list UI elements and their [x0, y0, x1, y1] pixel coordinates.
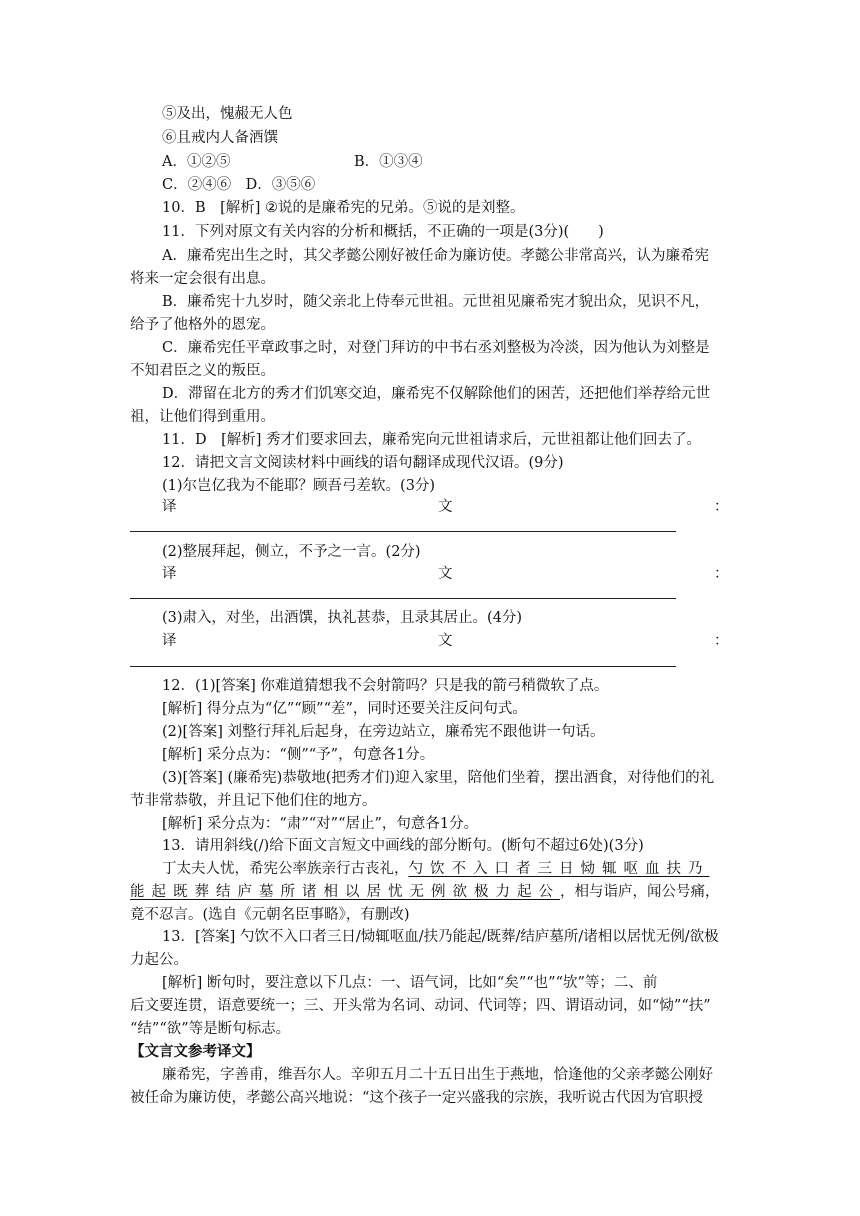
- translation-line1: 廉希宪，字善甫，维吾尔人。辛卯五月二十五日出生于燕地，恰逢他的父亲孝懿公刚好: [162, 1067, 713, 1083]
- answer-12-3-line1: (3)[答案] (廉希宪)恭敬地(把秀才们)迎入家里，陪他们坐着，摆出酒食，对待他们的礼: [162, 770, 715, 786]
- q13-passage-line3: 竟不忍言。(选自《元朝名臣事略》，有删改): [130, 907, 410, 923]
- q13-passage-line2: 能起既葬结庐墓所诸相以居忧无例欲极力起公，相与诣庐，闻公号痛，: [130, 884, 720, 900]
- q12-sentence-1: (1)尔岂亿我为不能耶？顾吾弓差软。(3分): [162, 478, 436, 494]
- q11-b-line2: 给予了他格外的恩宠。: [130, 317, 275, 333]
- q11-b-line1: B．廉希宪十九岁时，随父亲北上侍奉元世祖。元世祖见廉希宪才貌出众，见识不凡，: [162, 294, 710, 310]
- choice-cd: C．②④⑥ D．③⑤⑥: [162, 177, 316, 193]
- analysis-12-1: [解析] 得分点为“亿”“顾”“差”，同时还要关注反问句式。: [162, 701, 527, 717]
- analysis-13-line1: [解析] 断句时，要注意以下几点：一、语气词，比如“矣”“也”“欤”等；二、前: [162, 975, 658, 991]
- answer-13-line2: 力起公。: [130, 952, 188, 968]
- q11-a-line1: A．廉希宪出生之时，其父孝懿公刚好被任命为廉访使。孝懿公非常高兴，认为廉希宪: [162, 248, 709, 264]
- q11-d-line2: 祖，让他们得到重用。: [130, 409, 275, 425]
- analysis-12-2: [解析] 采分点为：“侧”“予”，句意各1分。: [162, 747, 435, 763]
- q12-sentence-2: (2)整展拜起，侧立，不予之一言。(2分): [162, 544, 421, 560]
- translation-line2: 被任命为廉访使，孝懿公高兴地说：“这个孩子一定兴盛我的宗族，我听说古代因为官职授: [130, 1090, 703, 1106]
- document-page: ⑤及出，愧赧无人色 ⑥且戒内人备酒馔 A．①②⑤ B．①③④ C．②④⑥ D．③⑤⑥ 10．B [解析] ②说的是廉希宪的兄弟。⑤说的是刘整。 11．下列对原文有关内容的分析和概括，不正确的一项是(3分)( ) A．廉希宪出生之时，其父孝懿公刚好被任命为廉访使。孝懿公非常高兴，认为廉希宪 将来一定会很有出息。 B．廉希宪十九岁时，随父亲北上侍奉元世祖。元世祖见廉希宪才貌出众，见识不凡， 给予了他格外的恩宠。 C．廉希宪任平章政事之时，对登门拜访的中书右丞刘整极为冷淡，因为他认为刘整是 不知君臣之义的叛臣。 D．滞留在北方的秀才们饥寒交迫，廉希宪不仅解除他们的困苦，还把他们举荐给元世 祖，让他们得到重用。 11．D [解析] 秀才们要求回去，廉希宪向元世祖请求后，元世祖都让他们回去了。 12．请把文言文阅读材料中画线的语句翻译成现代汉语。(9分) (1)尔岂亿我为不能耶？顾吾弓差软。(3分) 译 文 ： (2)整展拜起，侧立，不予之一言。(2分) 译 文 ： (3)肃入，对坐，出酒馔，执礼甚恭，且录其居止。(4分) 译 文 ： 12．(1)[答案] 你难道猜想我不会射箭吗？只是我的箭弓稍微软了点。 [解析] 得分点为“亿”“顾”“差”，同时还要关注反问句式。 (2)[答案] 刘整行拜礼后起身，在旁边站立，廉希宪不跟他讲一句话。 [解析] 采分点为：“侧”“予”，句意各1分。 (3)[答案] (廉希宪)恭敬地(把秀才们)迎入家里，陪他们坐着，摆出酒食，对待他们的礼 节非常恭敬，并且记下他们住的地方。 [解析] 采分点为：“肃”“对”“居止”，句意各1分。 13．请用斜线(/)给下面文言短文中画线的部分断句。(断句不超过6处)(3分) 丁太夫人忧，希宪公率族亲行古丧礼，勺饮不入口者三日恸辄呕血扶乃 能起既葬结庐墓所诸相以居忧无例欲极力起公，相与诣庐，闻公号痛， 竟不忍言。(选自《元朝名臣事略》，有删改) 13．[答案] 勺饮不入口者三日/恸辄呕血/扶乃能起/既葬/结庐墓所/诸相以居忧无例/欲极 力起公。 [解析] 断句时，要注意以下几点：一、语气词，比如“矣”“也”“欤”等；二、前 后文要连贯，语意要统一；三、开头常为名词、动词、代词等；四、谓语动词，如“恸”“扶” “结”“欲”等是断句标志。 【文言文参考译文】 廉希宪，字善甫，维吾尔人。辛卯五月二十五日出生于燕地，恰逢他的父亲孝懿公刚好 被任命为廉访使，孝懿公高兴地说：“这个孩子一定兴盛我的宗族，我听说古代因为官职授: [130, 106, 729, 1106]
- underlined-text: 勺饮不入口者三日恸辄呕血扶乃: [408, 861, 710, 877]
- answer-line-2[interactable]: [130, 598, 676, 599]
- q11-c-line2: 不知君臣之义的叛臣。: [130, 363, 275, 379]
- question-11: 11．下列对原文有关内容的分析和概括，不正确的一项是(3分)( ): [162, 224, 604, 240]
- section-heading: 【文言文参考译文】: [130, 1043, 261, 1060]
- choice-b: B．①③④: [354, 154, 423, 170]
- answer-12-3-line2: 节非常恭敬，并且记下他们住的地方。: [130, 793, 377, 809]
- question-13: 13．请用斜线(/)给下面文言短文中画线的部分断句。(断句不超过6处)(3分): [162, 838, 644, 854]
- underlined-text: 能起既葬结庐墓所诸相以居忧无例欲极力起公: [130, 884, 560, 900]
- option-6: ⑥且戒内人备酒馔: [162, 130, 278, 146]
- analysis-12-3: [解析] 采分点为：“肃”“对”“居止”，句意各1分。: [162, 816, 479, 832]
- q11-d-line1: D．滞留在北方的秀才们饥寒交迫，廉希宪不仅解除他们的困苦，还把他们举荐给元世: [162, 386, 711, 402]
- answer-13-line1: 13．[答案] 勺饮不入口者三日/恸辄呕血/扶乃能起/既葬/结庐墓所/诸相以居忧无例/欲极: [162, 929, 719, 945]
- analysis-13-line3: “结”“欲”等是断句标志。: [130, 1021, 291, 1037]
- option-5: ⑤及出，愧赧无人色: [162, 106, 293, 122]
- answer-line-3[interactable]: [130, 666, 676, 667]
- q13-passage-line1: 丁太夫人忧，希宪公率族亲行古丧礼，勺饮不入口者三日恸辄呕血扶乃: [162, 861, 710, 877]
- choice-a: A．①②⑤: [162, 154, 231, 170]
- answer-10: 10．B [解析] ②说的是廉希宪的兄弟。⑤说的是刘整。: [162, 200, 525, 216]
- answer-12-2: (2)[答案] 刘整行拜礼后起身，在旁边站立，廉希宪不跟他讲一句话。: [162, 724, 605, 740]
- q11-a-line2: 将来一定会很有出息。: [130, 271, 275, 287]
- answer-line-1[interactable]: [130, 531, 676, 532]
- analysis-13-line2: 后文要连贯，语意要统一；三、开头常为名词、动词、代词等；四、谓语动词，如“恸”“扶”: [130, 998, 711, 1014]
- question-12: 12．请把文言文阅读材料中画线的语句翻译成现代汉语。(9分): [162, 455, 564, 471]
- answer-12-1: 12．(1)[答案] 你难道猜想我不会射箭吗？只是我的箭弓稍微软了点。: [162, 678, 609, 694]
- answer-11: 11．D [解析] 秀才们要求回去，廉希宪向元世祖请求后，元世祖都让他们回去了。: [162, 432, 701, 448]
- q12-sentence-3: (3)肃入，对坐，出酒馔，执礼甚恭，且录其居止。(4分): [162, 610, 523, 626]
- q11-c-line1: C．廉希宪任平章政事之时，对登门拜访的中书右丞刘整极为冷淡，因为他认为刘整是: [162, 340, 710, 356]
